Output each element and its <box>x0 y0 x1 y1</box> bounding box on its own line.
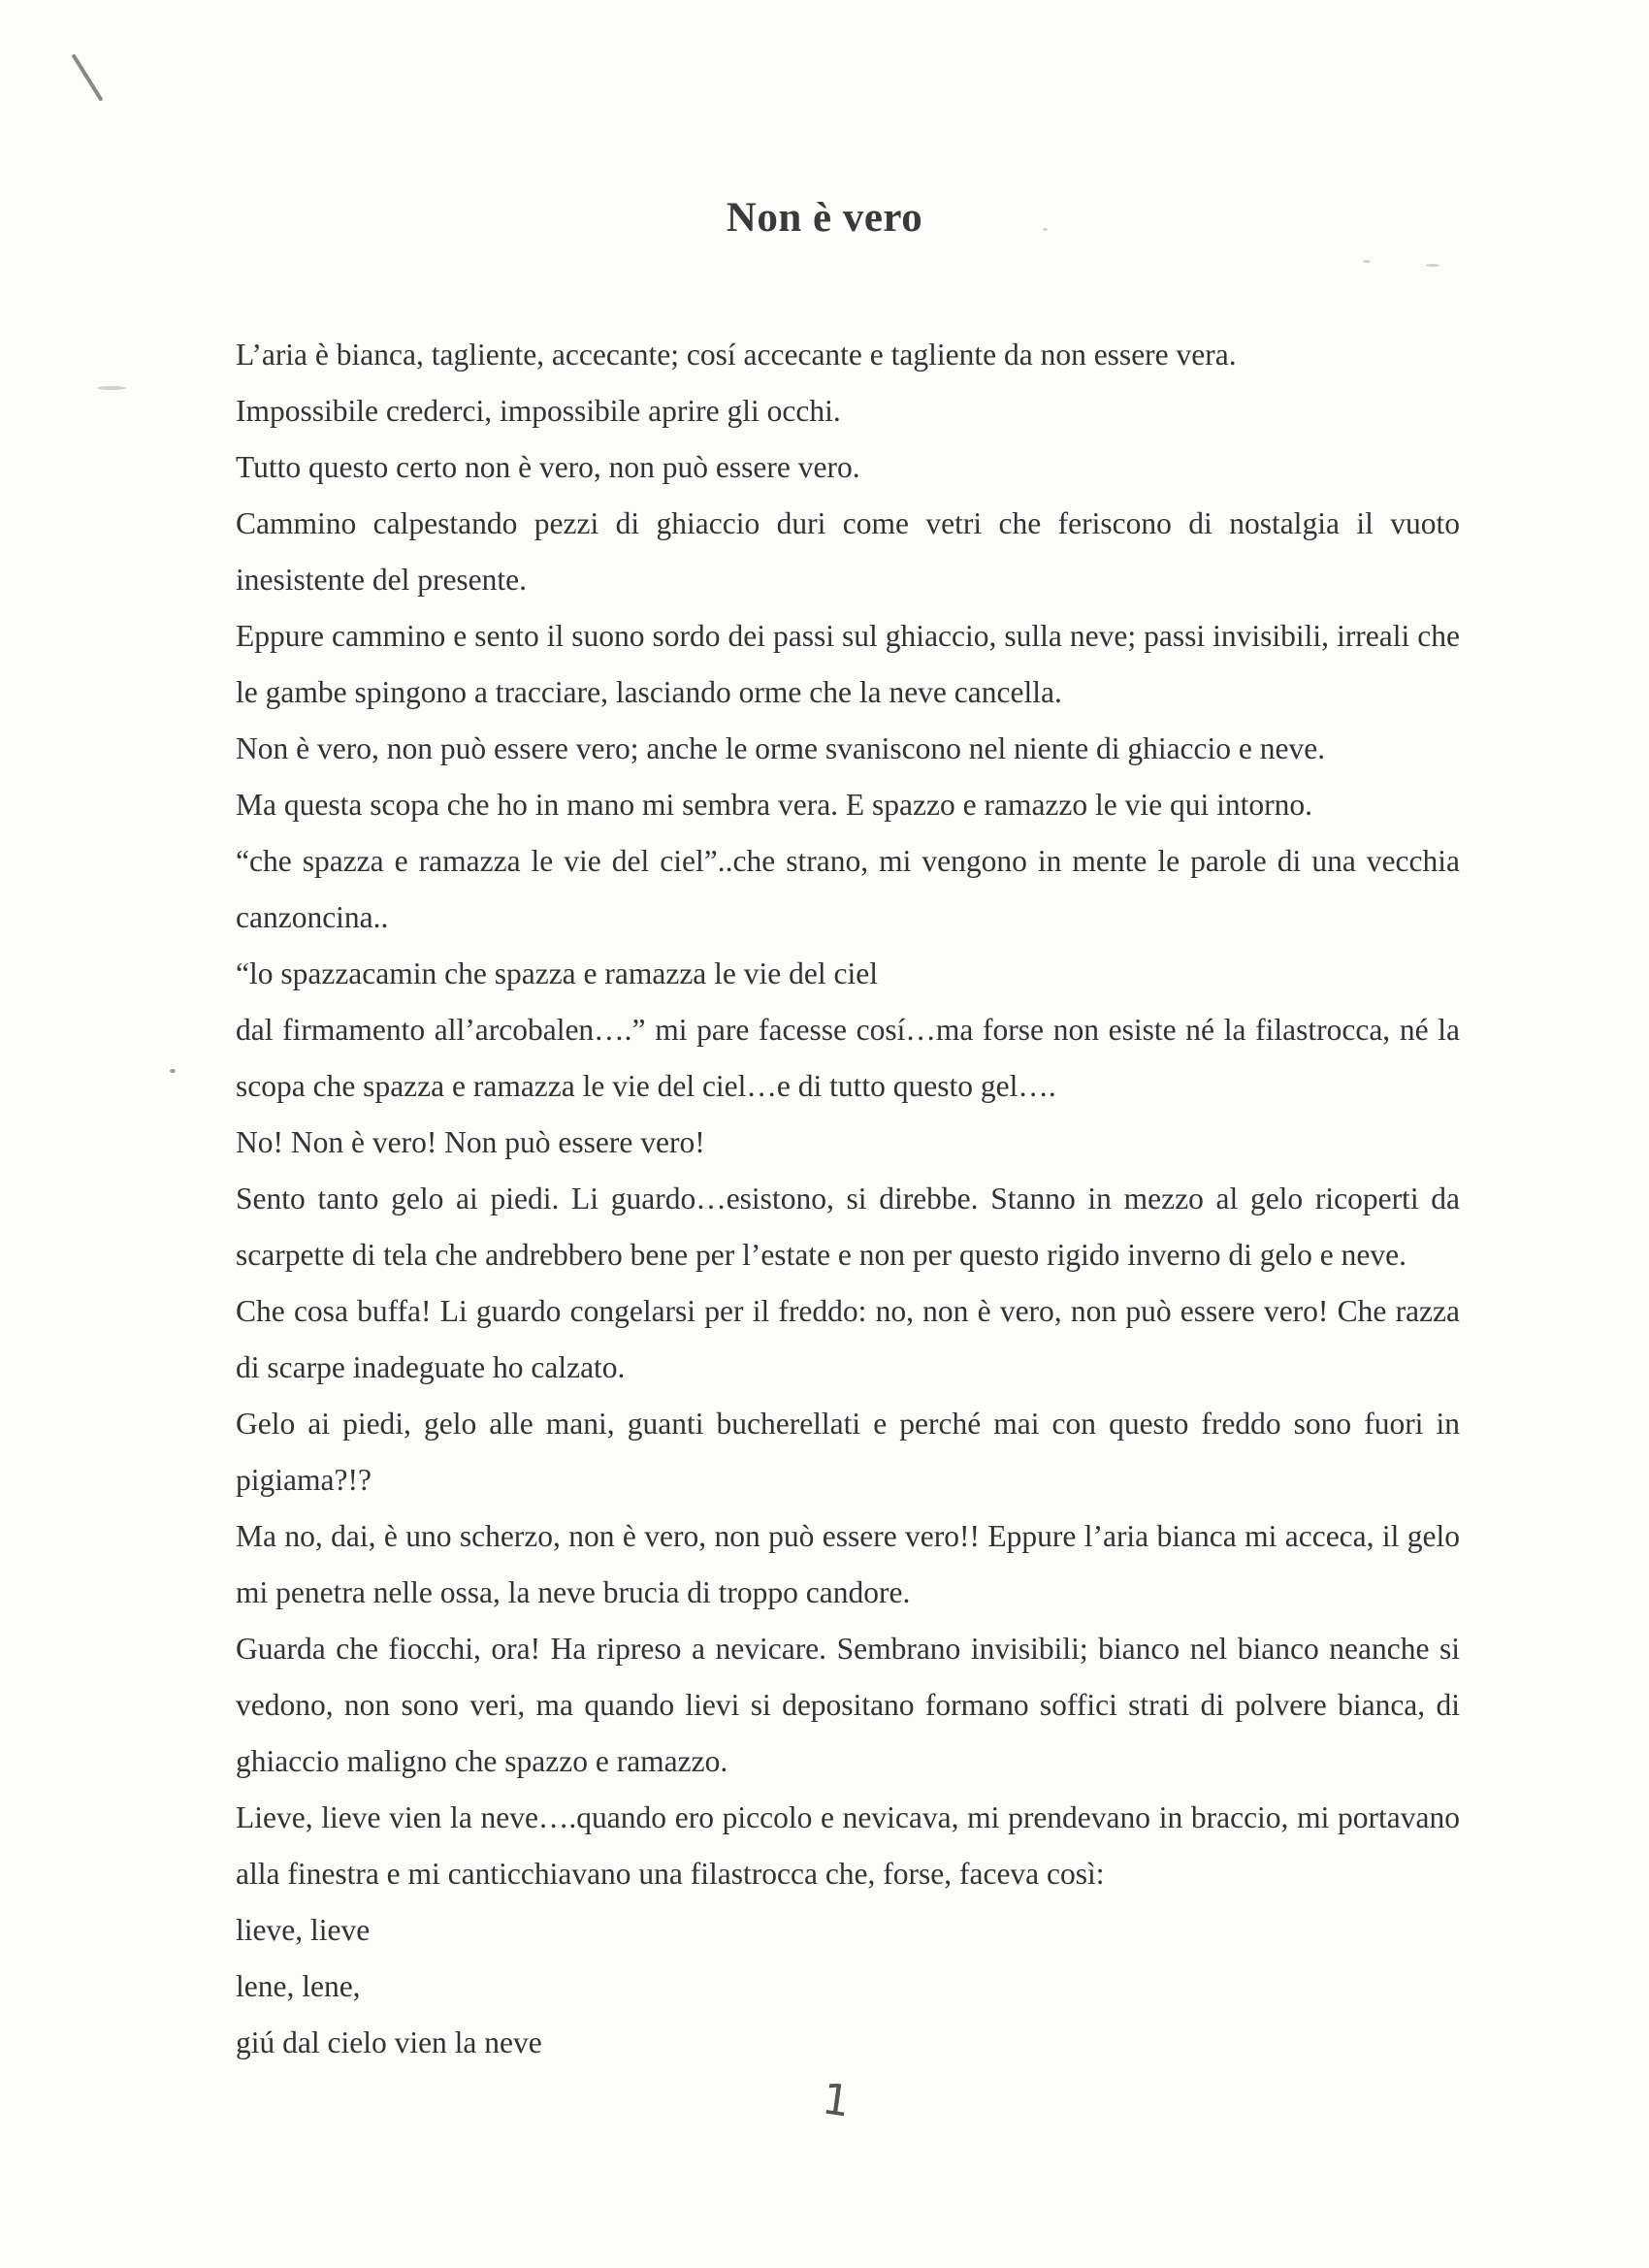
paragraph: L’aria è bianca, tagliente, accecante; cosí accecante e tagliente da non essere vera. <box>236 338 1237 372</box>
paragraph: Cammino calpestando pezzi di ghiaccio duri come vetri che feriscono di nostalgia il vuoto inesistente del presente. <box>236 506 1460 597</box>
paragraph: dal firmamento all’arcobalen….” mi pare facesse cosí…ma forse non esiste né la filastrocca, né la scopa che spazza e ramazza le vie del ciel…e di tutto questo gel…. <box>236 1013 1460 1103</box>
paragraph: Impossibile crederci, impossibile aprire gli occhi. <box>236 394 841 428</box>
paragraph: Non è vero, non può essere vero; anche le orme svaniscono nel niente di ghiaccio e neve. <box>236 731 1326 765</box>
paragraph: Ma questa scopa che ho in mano mi sembra vera. E spazzo e ramazzo le vie qui intorno. <box>236 788 1312 822</box>
pen-mark <box>71 53 103 102</box>
paragraph: Che cosa buffa! Li guardo congelarsi per il freddo: no, non è vero, non può essere vero! Che razza di scarpe inadeguate ho calzato. <box>236 1294 1460 1384</box>
scan-speck <box>170 1069 176 1073</box>
document-title: Non è vero <box>726 195 923 241</box>
paragraph: No! Non è vero! Non può essere vero! <box>236 1125 705 1159</box>
scan-speck <box>1363 260 1371 263</box>
page-number: 1 <box>819 2074 854 2127</box>
poem-line: giú dal cielo vien la neve <box>236 2025 542 2059</box>
paragraph: “che spazza e ramazza le vie del ciel”..che strano, mi vengono in mente le parole di una vecchia canzoncina.. <box>236 844 1460 934</box>
paragraph: Ma no, dai, è uno scherzo, non è vero, non può essere vero!! Eppure l’aria bianca mi acceca, il gelo mi penetra nelle ossa, la neve brucia di troppo candore. <box>236 1519 1460 1609</box>
paragraph: Tutto questo certo non è vero, non può essere vero. <box>236 450 860 484</box>
paragraph: Lieve, lieve vien la neve….quando ero piccolo e nevicava, mi prendevano in braccio, mi portavano alla finestra e mi canticchiavano una filastrocca che, forse, faceva così: <box>236 1800 1460 1891</box>
paragraph: Guarda che fiocchi, ora! Ha ripreso a nevicare. Sembrano invisibili; bianco nel bianco neanche si vedono, non sono veri, ma quando lievi si depositano formano soffici strati di polvere bianca, di ghiaccio maligno che spazzo e ramazzo. <box>236 1632 1460 1778</box>
poem-line: lieve, lieve <box>236 1913 371 1947</box>
paragraph: Eppure cammino e sento il suono sordo dei passi sul ghiaccio, sulla neve; passi invisibili, irreali che le gambe spingono a tracciare, lasciando orme che la neve cancella. <box>236 619 1460 709</box>
scan-speck <box>97 386 126 390</box>
paragraph: Sento tanto gelo ai piedi. Li guardo…esistono, si direbbe. Stanno in mezzo al gelo ricoperti da scarpette di tela che andrebbero bene per l’estate e non per questo rigido inverno di gelo e neve. <box>236 1182 1460 1272</box>
paragraph: “lo spazzacamin che spazza e ramazza le vie del ciel <box>236 956 878 990</box>
poem-line: lene, lene, <box>236 1969 361 2003</box>
paragraph: Gelo ai piedi, gelo alle mani, guanti bucherellati e perché mai con questo freddo sono fuori in pigiama?!? <box>236 1407 1460 1497</box>
document-body <box>236 327 1460 2071</box>
scan-speck <box>1426 264 1439 267</box>
